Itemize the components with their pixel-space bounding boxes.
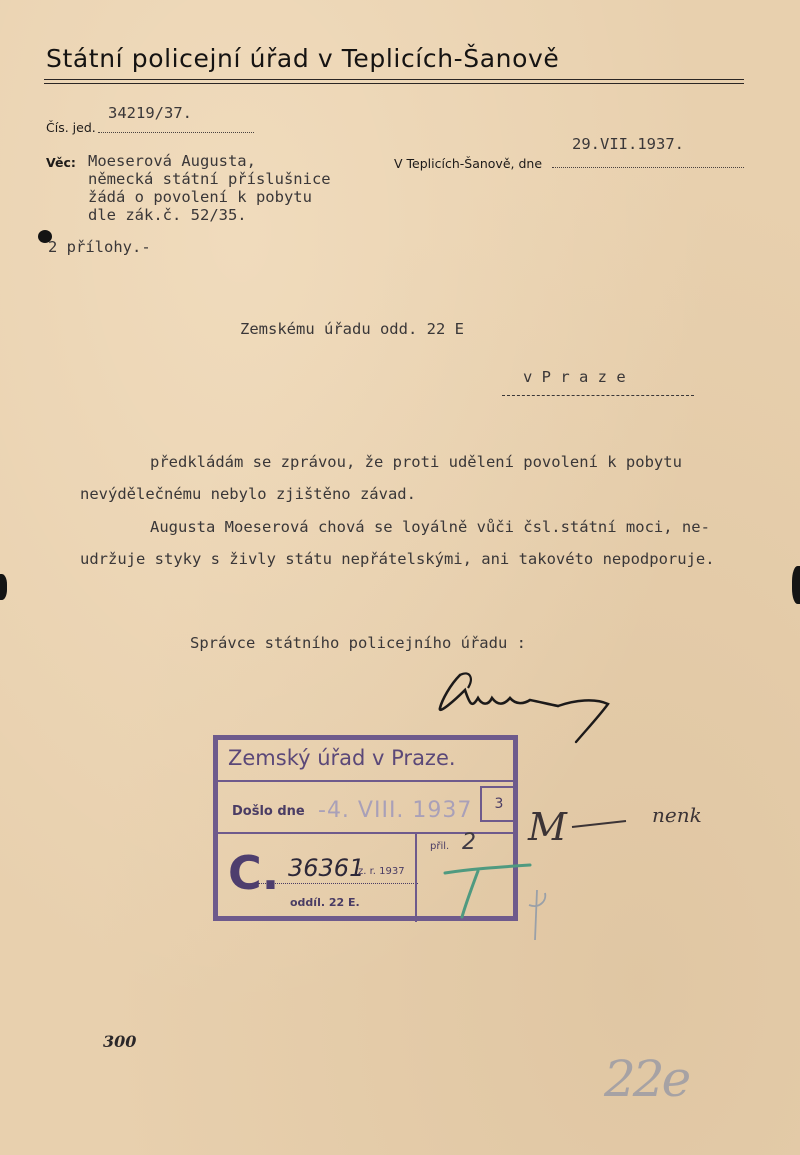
stamp-divider-top	[218, 780, 513, 782]
stamp-zr: z. r. 1937	[358, 866, 405, 877]
reference-label: Čís. jed.	[46, 120, 96, 135]
stamp-attachments-label: přil.	[430, 841, 450, 852]
stamp-box-number: 3	[480, 786, 518, 822]
stamp-number: 36361	[288, 854, 365, 882]
margin-annotation: nenk	[652, 803, 702, 827]
stamp-received-label: Došlo dne	[232, 804, 305, 819]
header-rule-thin	[44, 83, 744, 84]
subject-line-4: dle zák.č. 52/35.	[88, 206, 247, 224]
stamp-number-dotted-line	[258, 883, 418, 884]
margin-annotation-stroke	[570, 815, 630, 835]
grey-pencil-mark	[525, 885, 555, 955]
stamp-attachments-value: 2	[462, 830, 476, 855]
reference-dotted-line	[98, 132, 254, 133]
punch-hole-left	[0, 574, 7, 600]
body-paragraph-1-line-2: nevýdělečnému nebylo zjištěno závad.	[80, 485, 416, 503]
margin-initials: M	[528, 805, 567, 849]
subject-line-2: německá státní příslušnice	[88, 170, 331, 188]
place-label: V Teplicích-Šanově, dne	[394, 156, 543, 171]
body-paragraph-1-line-1: předkládám se zprávou, že proti udělení povolení k pobytu	[150, 453, 682, 471]
attachments-note: 2 přílohy.-	[48, 238, 151, 256]
header-rule	[44, 79, 744, 80]
office-title: Státní policejní úřad v Teplicích-Šanově	[46, 44, 560, 73]
page-number: 300	[103, 1032, 137, 1051]
signatory-title: Správce státního policejního úřadu :	[190, 634, 526, 652]
reference-number: 34219/37.	[108, 104, 192, 122]
stamp-office: Zemský úřad v Praze.	[228, 746, 456, 770]
pencil-mark-22e: 22e	[604, 1050, 689, 1108]
subject-label: Věc:	[46, 155, 76, 170]
date-dotted-line	[552, 167, 744, 168]
recipient-city: v P r a z e	[523, 368, 626, 386]
document-date: 29.VII.1937.	[572, 135, 684, 153]
subject-line-1: Moeserová Augusta,	[88, 152, 256, 170]
punch-hole-right	[792, 566, 800, 604]
stamp-letter: C.	[228, 846, 280, 900]
recipient-underline	[502, 395, 694, 396]
body-paragraph-2-line-1: Augusta Moeserová chová se loyálně vůči čsl.státní moci, ne-	[150, 518, 710, 536]
stamp-received-date: -4. VIII. 1937	[318, 798, 473, 823]
body-paragraph-2-line-2: udržuje styky s živly státu nepřátelskými, ani takovéto nepodporuje.	[80, 550, 715, 568]
stamp-department: oddíl. 22 E.	[290, 896, 360, 909]
stamp-divider-vertical	[415, 832, 417, 922]
recipient-office: Zemskému úřadu odd. 22 E	[240, 320, 464, 338]
subject-line-3: žádá o povolení k pobytu	[88, 188, 312, 206]
